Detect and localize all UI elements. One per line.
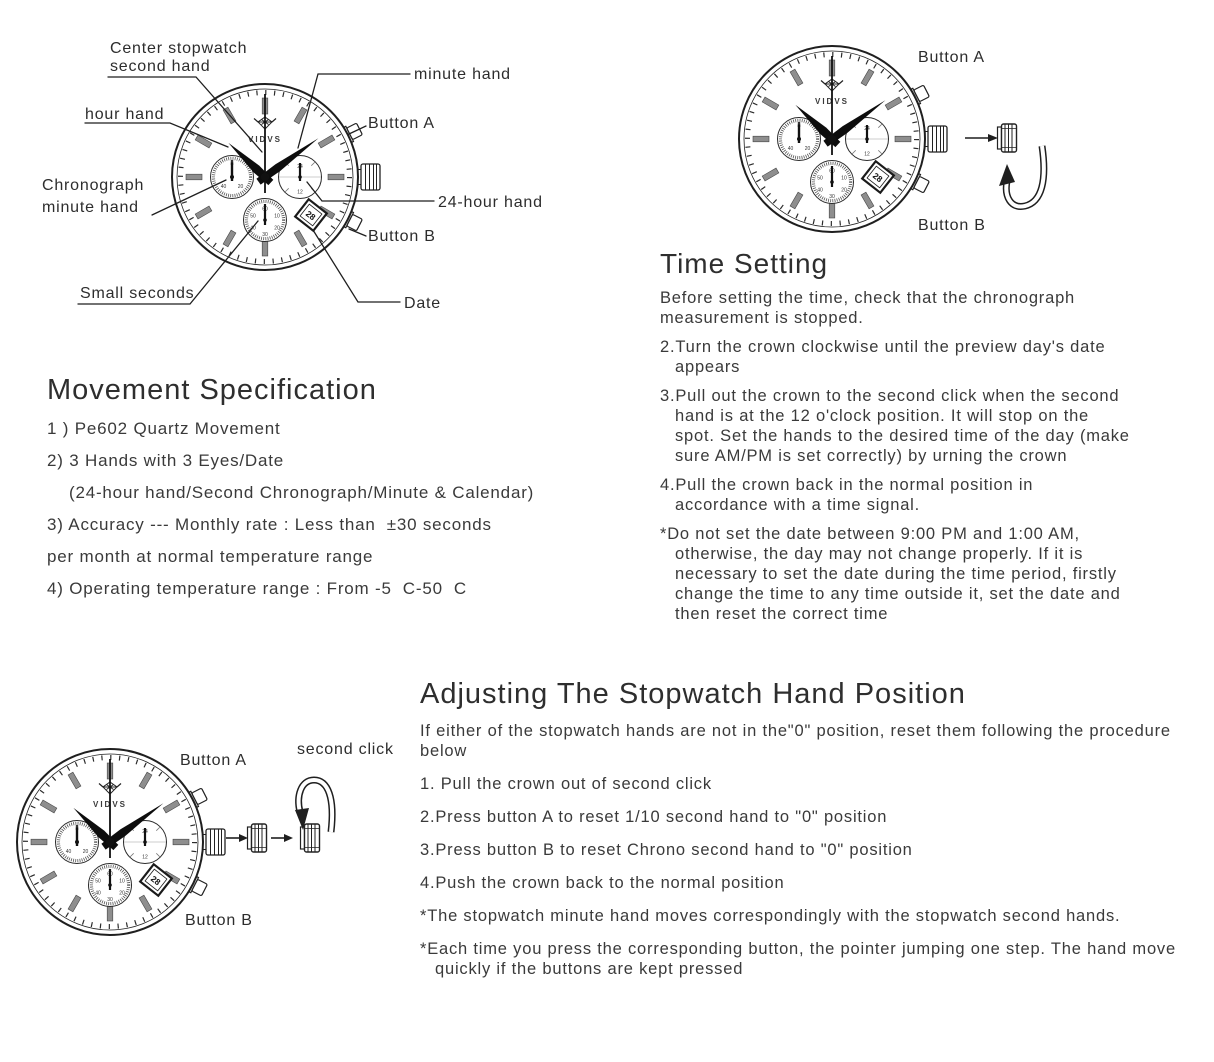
watch-illustration	[17, 749, 225, 935]
label-hour-hand: hour hand	[85, 106, 165, 123]
watch-illustration	[739, 46, 947, 232]
adjusting-step: 4.Push the crown back to the normal position	[420, 874, 785, 892]
label-24-hour-hand: 24-hour hand	[438, 194, 543, 211]
adjusting-stopwatch-section	[420, 678, 1180, 979]
movement-spec-item: 3) Accuracy --- Monthly rate : Less than ±30 seconds	[47, 515, 492, 534]
movement-specification-title: Movement Specification	[47, 374, 377, 406]
label-center-stopwatch-second-hand-2: second hand	[110, 58, 211, 75]
movement-spec-item: per month at normal temperature range	[47, 547, 374, 566]
adjusting-title: Adjusting The Stopwatch Hand Position	[420, 678, 966, 710]
time-setting-section	[660, 248, 1130, 624]
label-center-stopwatch-second-hand: Center stopwatch	[110, 40, 248, 57]
adjusting-intro: If either of the stopwatch hands are not in the"0" position, reset them following the procedure below	[420, 722, 1171, 760]
watch-illustration	[172, 84, 380, 270]
pull-arrow-icon-2	[271, 834, 293, 842]
label-date: Date	[404, 295, 441, 312]
movement-spec-item: 4) Operating temperature range : From -5 C-50 C	[47, 579, 467, 598]
label-button-a: Button A	[918, 49, 985, 66]
label-chronograph-minute-hand: Chronograph	[42, 177, 145, 194]
adjusting-note: *Each time you press the corresponding button, the pointer jumping one step. The hand move quickly if the buttons are kept pressed	[420, 940, 1176, 978]
pulled-crown-icon	[998, 124, 1017, 152]
label-button-b: Button B	[368, 228, 436, 245]
label-chronograph-minute-hand-2: minute hand	[42, 199, 139, 216]
adjusting-step: 2.Press button A to reset 1/10 second hand to "0" position	[420, 808, 888, 826]
adjusting-step: 3.Press button B to reset Chrono second hand to "0" position	[420, 841, 913, 859]
rotate-arrow-icon	[999, 146, 1044, 206]
label-second-click: second click	[297, 741, 394, 758]
pull-arrow-icon	[965, 134, 998, 142]
movement-spec-item: 2) 3 Hands with 3 Eyes/Date	[47, 451, 285, 470]
diagram-watch-parts	[0, 0, 620, 330]
pull-arrow-icon	[226, 834, 248, 842]
label-button-a: Button A	[180, 752, 247, 769]
time-setting-step: 2.Turn the crown clockwise until the preview day's date appears	[660, 338, 1106, 376]
diagram-stopwatch-adjust-crown	[0, 690, 430, 1000]
label-button-b: Button B	[918, 217, 986, 234]
movement-spec-item: (24-hour hand/Second Chronograph/Minute & Calendar)	[69, 483, 535, 502]
time-setting-step: *Do not set the date between 9:00 PM and 1:00 AM, otherwise, the day may not change properly. If it is necessary to set the date during the time period, firstly change the time to any time outside it, set the date and then reset the correct time	[660, 525, 1121, 623]
label-button-b: Button B	[185, 912, 253, 929]
first-click-crown-icon	[248, 824, 267, 852]
diagram-time-setting-crown	[650, 20, 1090, 265]
adjusting-step: 1. Pull the crown out of second click	[420, 775, 712, 793]
movement-specification-section	[47, 374, 627, 611]
label-button-a: Button A	[368, 115, 435, 132]
movement-spec-item: 1 ) Pe602 Quartz Movement	[47, 419, 281, 438]
label-small-seconds: Small seconds	[80, 285, 195, 302]
label-minute-hand: minute hand	[414, 66, 511, 83]
adjusting-note: *The stopwatch minute hand moves correspondingly with the stopwatch second hands.	[420, 907, 1121, 925]
time-setting-step: 4.Pull the crown back in the normal position in accordance with a time signal.	[660, 476, 1034, 514]
time-setting-intro: Before setting the time, check that the chronograph measurement is stopped.	[660, 289, 1076, 327]
time-setting-step: 3.Pull out the crown to the second click when the second hand is at the 12 o'clock position. It will stop on the spot. Set the hands to the desired time of the day (make sure AM/PM is set correctly) by urning the crown	[660, 387, 1130, 465]
time-setting-title: Time Setting	[660, 248, 829, 279]
